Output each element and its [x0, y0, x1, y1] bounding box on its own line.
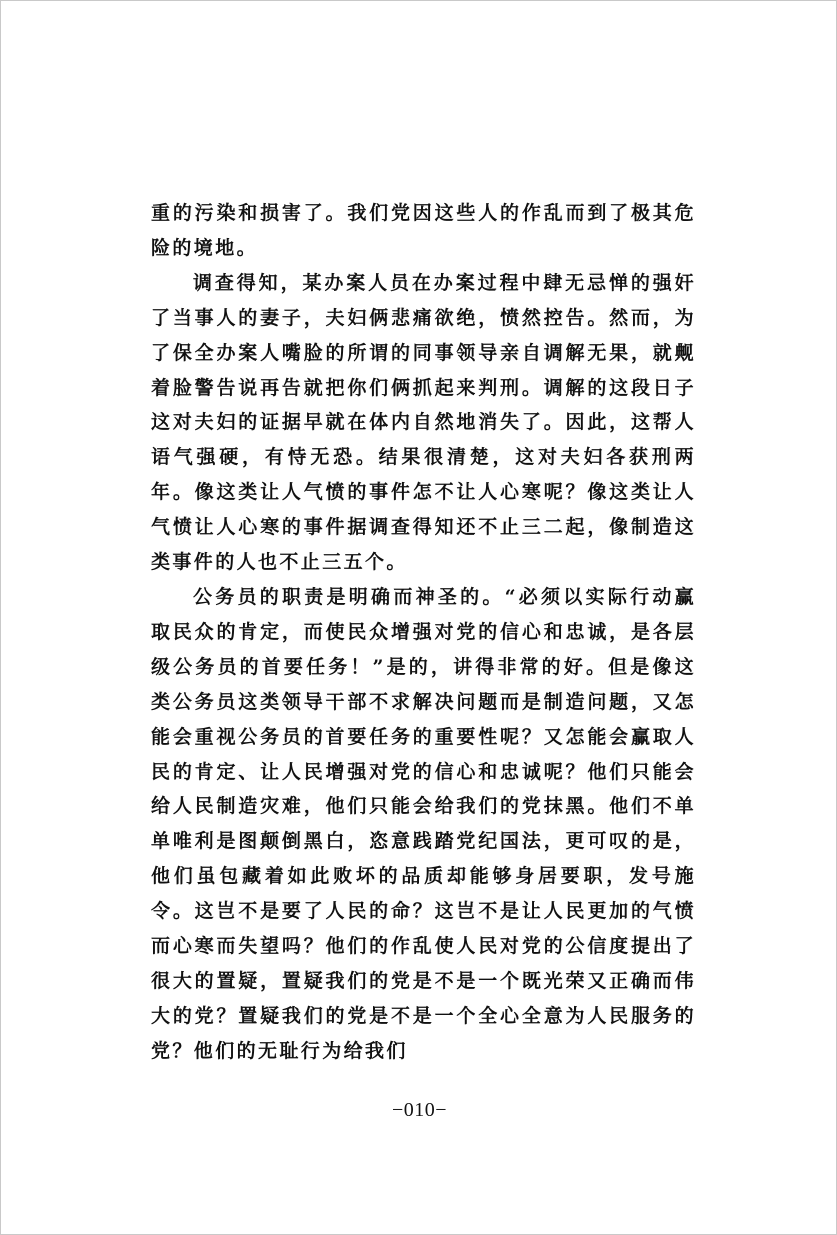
- paragraph: 重的污染和损害了。我们党因这些人的作乱而到了极其危险的境地。: [151, 202, 696, 259]
- page-number: −010−: [391, 1099, 448, 1121]
- paragraph: 公务员的职责是明确而神圣的。“必须以实际行动赢取民众的肯定，而使民众增强对党的信心和忠诚，是各层级公务员的首要任务！”是的，讲得非常的好。但是像这类公务员这类领导干部不求解决问题而是制造问题，又怎能会重视公务员的首要任务的重要性呢？又怎能会赢取人民的肯定、让人民增强对党的信心和忠诚呢？他们只能会给人民制造灾难，他们只能会给我们的党抹黑。他们不单单唯利是图颠倒黑白，恣意践踏党纪国法，更可叹的是，他们虽包藏着如此败坏的品质却能够身居要职，发号施令。这岂不是要了人民的命？这岂不是让人民更加的气愤而心寒而失望吗？他们的作乱使人民对党的公信度提出了很大的置疑，置疑我们的党是不是一个既光荣又正确而伟大的党？置疑我们的党是不是一个全心全意为人民服务的党？他们的无耻行为给我们: [151, 585, 696, 1062]
- body-text: [151, 196, 696, 1069]
- paragraph: 调查得知，某办案人员在办案过程中肆无忌惮的强奸了当事人的妻子，夫妇俩悲痛欲绝，愤然控告。然而，为了保全办案人嘴脸的所谓的同事领导亲自调解无果，就觍着脸警告说再告就把你们俩抓起来判刑。调解的这段日子这对夫妇的证据早就在体内自然地消失了。因此，这帮人语气强硬，有恃无恐。结果很清楚，这对夫妇各获刑两年。像这类让人气愤的事件怎不让人心寒呢？像这类让人气愤让人心寒的事件据调查得知还不止三二起，像制造这类事件的人也不止三五个。: [151, 271, 696, 574]
